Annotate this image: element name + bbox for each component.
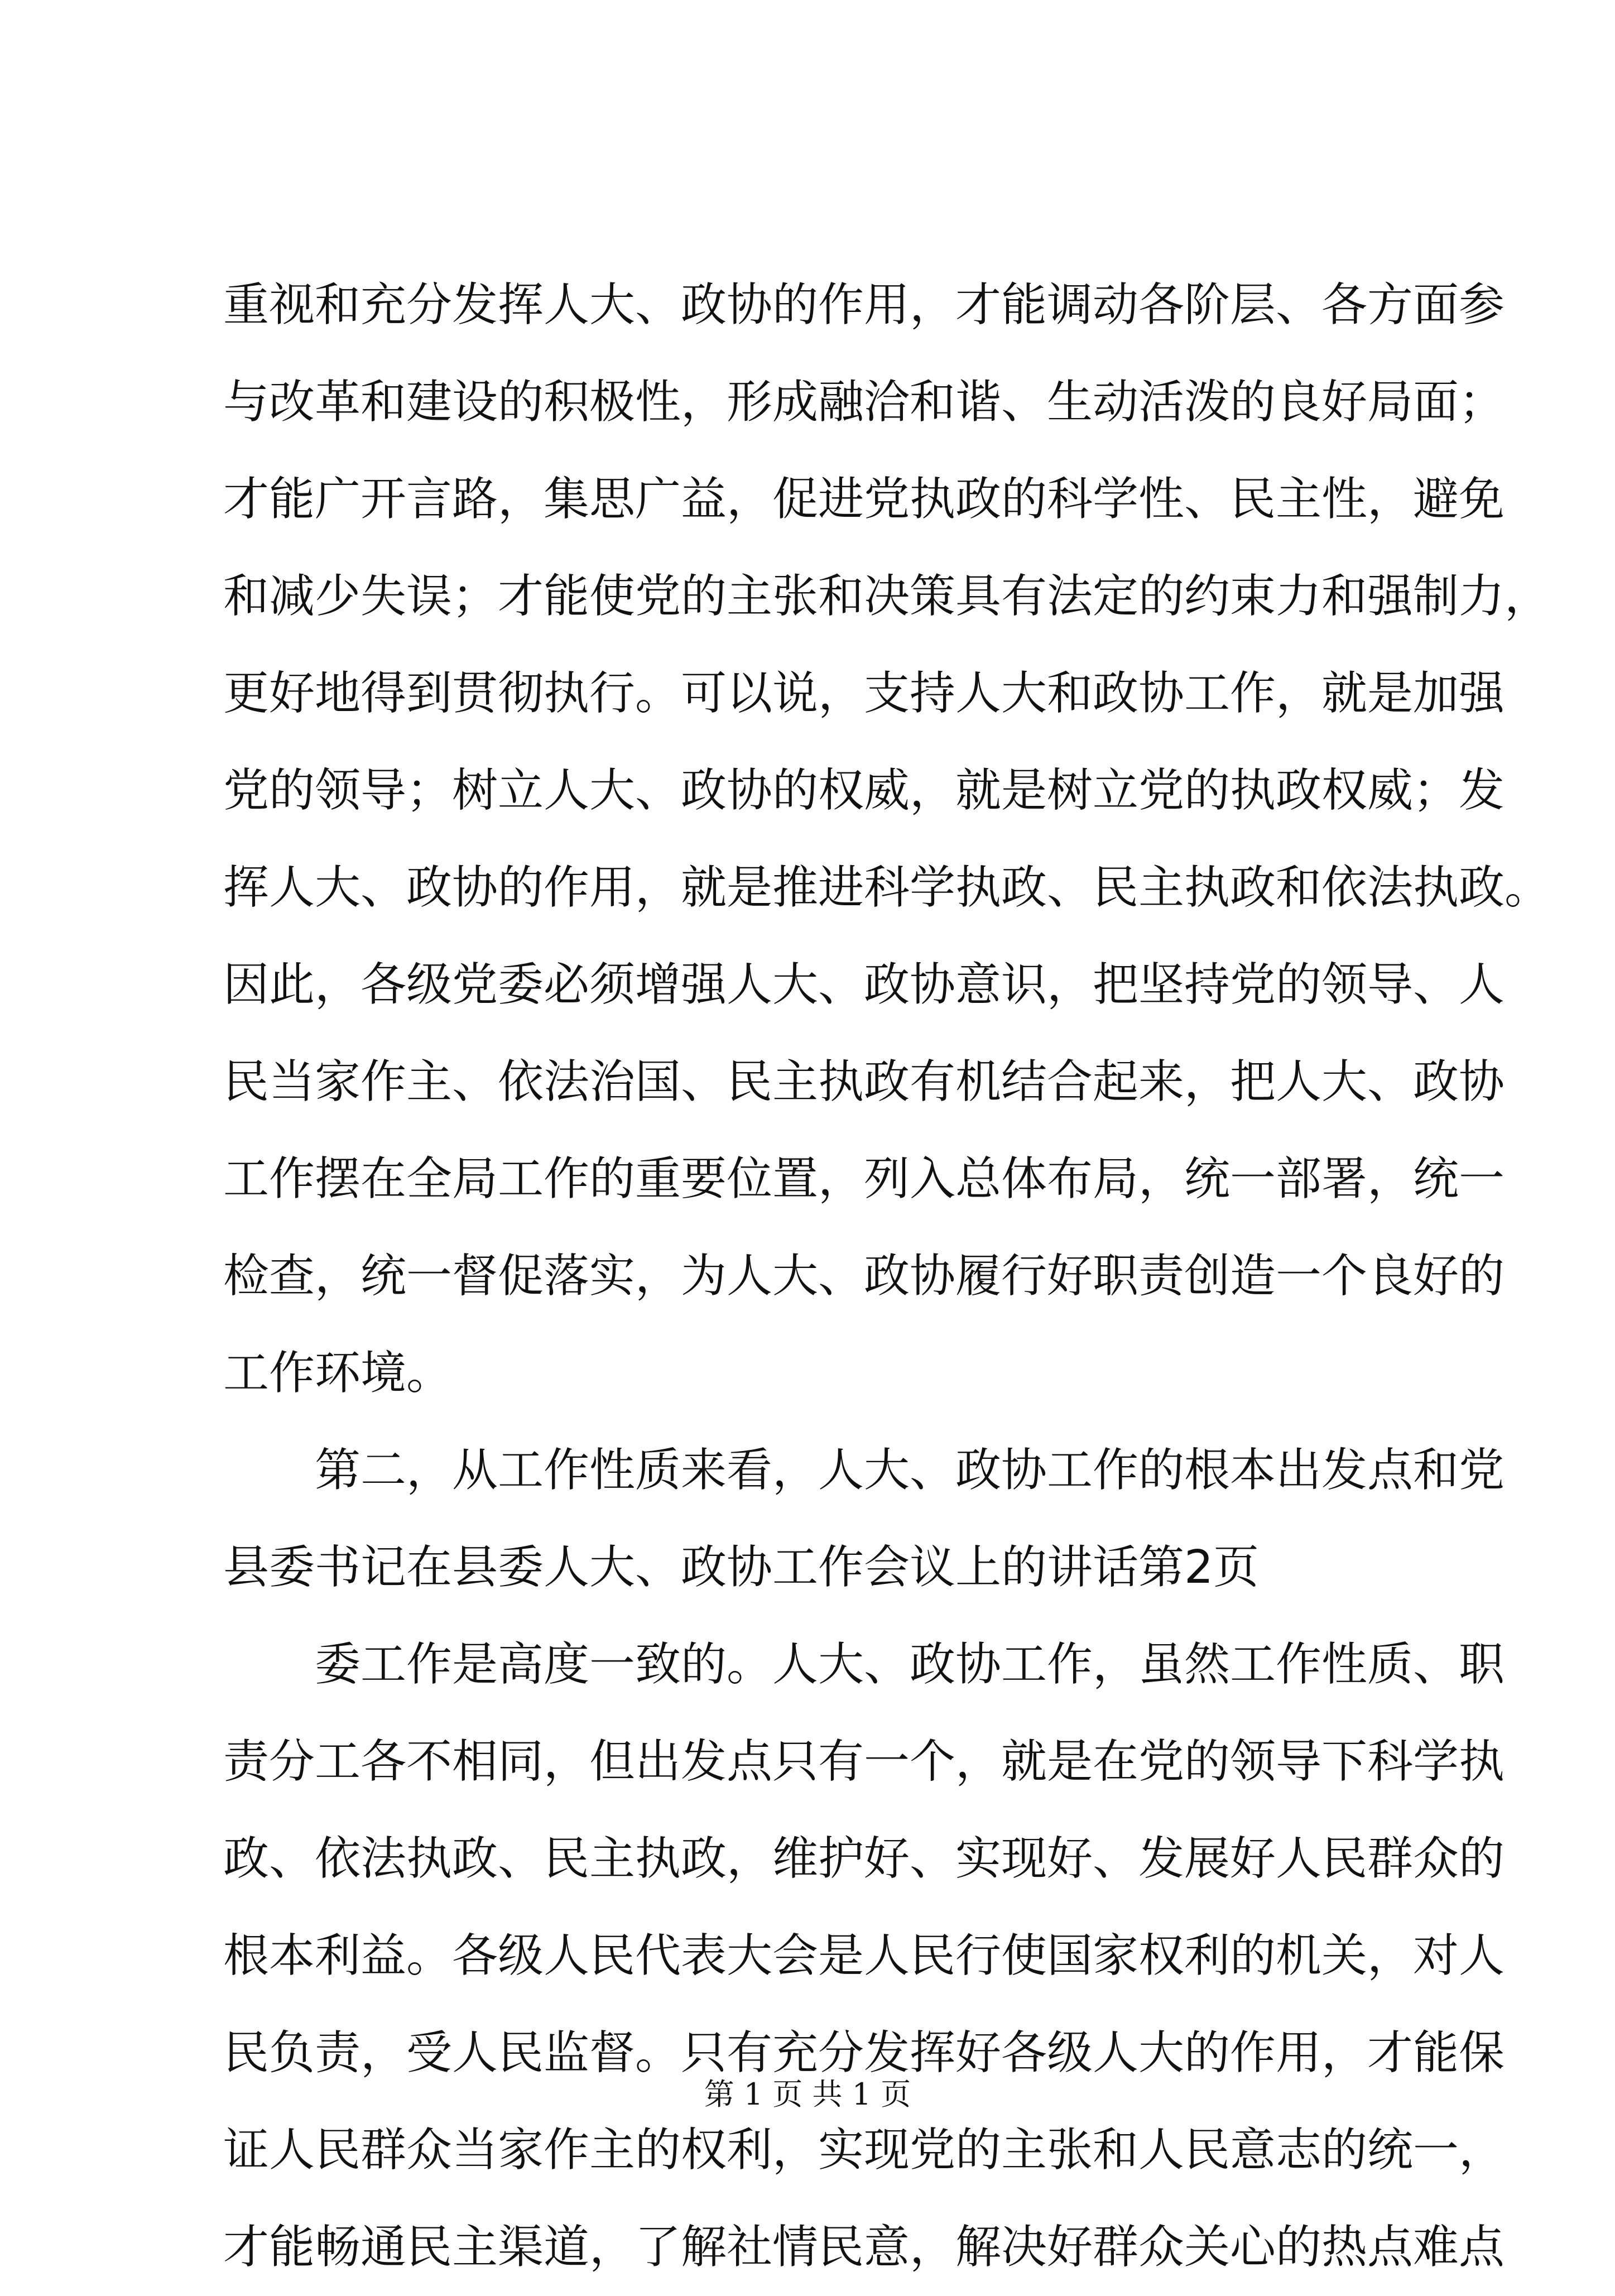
text-line: 县委书记在县委人大、政协工作会议上的讲话第2页 xyxy=(223,1541,1260,1594)
text-line: 责分工各不相同，但出发点只有一个，就是在党的领导下科学执 xyxy=(223,1735,1505,1788)
text-line: 挥人大、政协的作用，就是推进科学执政、民主执政和依法执政。 xyxy=(223,861,1551,914)
text-line: 政、依法执政、民主执政，维护好、实现好、发展好人民群众的 xyxy=(223,1832,1505,1885)
text-line: 与改革和建设的积极性，形成融洽和谐、生动活泼的良好局面； xyxy=(223,376,1505,429)
text-line: 工作摆在全局工作的重要位置，列入总体布局，统一部署，统一 xyxy=(223,1152,1505,1205)
text-line: 工作环境。 xyxy=(223,1347,453,1400)
document-body xyxy=(223,257,1551,2296)
text-line: 检查，统一督促落实，为人大、政协履行好职责创造一个良好的 xyxy=(223,1250,1505,1303)
text-line: 民当家作主、依法治国、民主执政有机结合起来，把人大、政协 xyxy=(223,1055,1505,1108)
text-line: 更好地得到贯彻执行。可以说，支持人大和政协工作，就是加强 xyxy=(223,667,1505,720)
text-line: 证人民群众当家作主的权利，实现党的主张和人民意志的统一， xyxy=(223,2124,1505,2177)
text-line: 党的领导；树立人大、政协的权威，就是树立党的执政权威；发 xyxy=(223,764,1505,817)
text-line: 和减少失误；才能使党的主张和决策具有法定的约束力和强制力， xyxy=(223,570,1551,623)
text-line: 重视和充分发挥人大、政协的作用，才能调动各阶层、各方面参 xyxy=(223,278,1505,332)
text-line: 才能广开言路，集思广益，促进党执政的科学性、民主性，避免 xyxy=(223,473,1505,526)
text-line: 民负责，受人民监督。只有充分发挥好各级人大的作用，才能保 xyxy=(223,2026,1505,2079)
page-footer: 第 1 页 共 1 页 xyxy=(704,2077,911,2112)
text-line: 才能畅通民主渠道，了解社情民意，解决好群众关心的热点难点 xyxy=(223,2221,1505,2274)
text-line: 因此，各级党委必须增强人大、政协意识，把坚持党的领导、人 xyxy=(223,958,1505,1011)
text-line: 根本利益。各级人民代表大会是人民行使国家权利的机关，对人 xyxy=(223,1929,1505,1982)
text-line: 第二，从工作性质来看，人大、政协工作的根本出发点和党 xyxy=(315,1444,1505,1497)
text-line: 委工作是高度一致的。人大、政协工作，虽然工作性质、职 xyxy=(315,1638,1505,1691)
